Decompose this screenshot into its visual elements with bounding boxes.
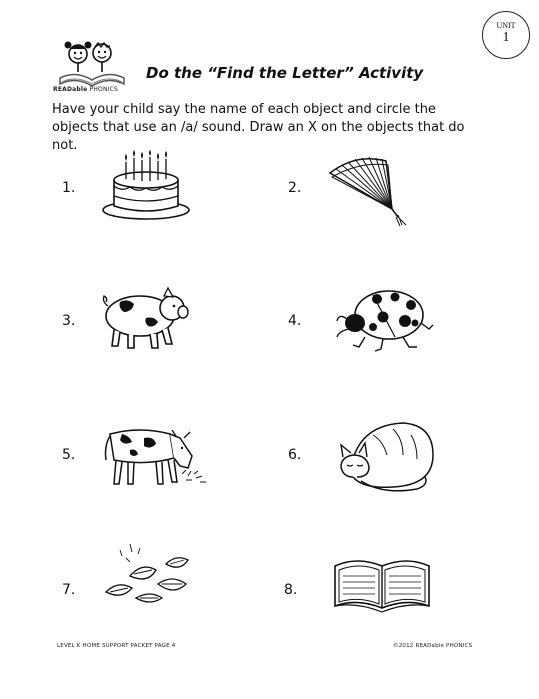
item-number-4: 4. bbox=[288, 313, 302, 329]
item-number-3: 3. bbox=[62, 313, 76, 329]
cat-icon bbox=[333, 415, 439, 497]
ladybug-icon bbox=[333, 283, 435, 355]
readable-phonics-logo-icon bbox=[52, 34, 132, 94]
cow-icon bbox=[100, 418, 212, 496]
unit-number: 1 bbox=[502, 30, 510, 45]
item-number-8: 8. bbox=[284, 582, 298, 598]
book-icon bbox=[331, 552, 433, 614]
item-number-2: 2. bbox=[288, 180, 302, 196]
page-title: Do the “Find the Letter” Activity bbox=[146, 64, 424, 82]
item-number-7: 7. bbox=[62, 582, 76, 598]
item-number-1: 1. bbox=[62, 180, 76, 196]
brand-name bbox=[53, 86, 118, 93]
item-number-6: 6. bbox=[288, 447, 302, 463]
fan-icon bbox=[326, 151, 408, 227]
item-number-5: 5. bbox=[62, 447, 76, 463]
unit-badge bbox=[482, 11, 530, 59]
unit-label: UNIT bbox=[496, 21, 516, 30]
pig-icon bbox=[100, 284, 190, 352]
footer-right: ©2012 READable PHONICS bbox=[393, 643, 473, 649]
instructions: Have your child say the name of each object and circle the objects that use an /a/ sound. Draw an X on the objects that do not. bbox=[52, 102, 465, 153]
brand-name-bold: READable bbox=[53, 86, 88, 93]
brand-name-rest: PHONICS bbox=[87, 86, 119, 93]
leaves-icon bbox=[100, 540, 200, 608]
cake-icon bbox=[100, 150, 192, 222]
footer-left: LEVEL K HOME SUPPORT PACKET PAGE 4 bbox=[57, 643, 176, 649]
